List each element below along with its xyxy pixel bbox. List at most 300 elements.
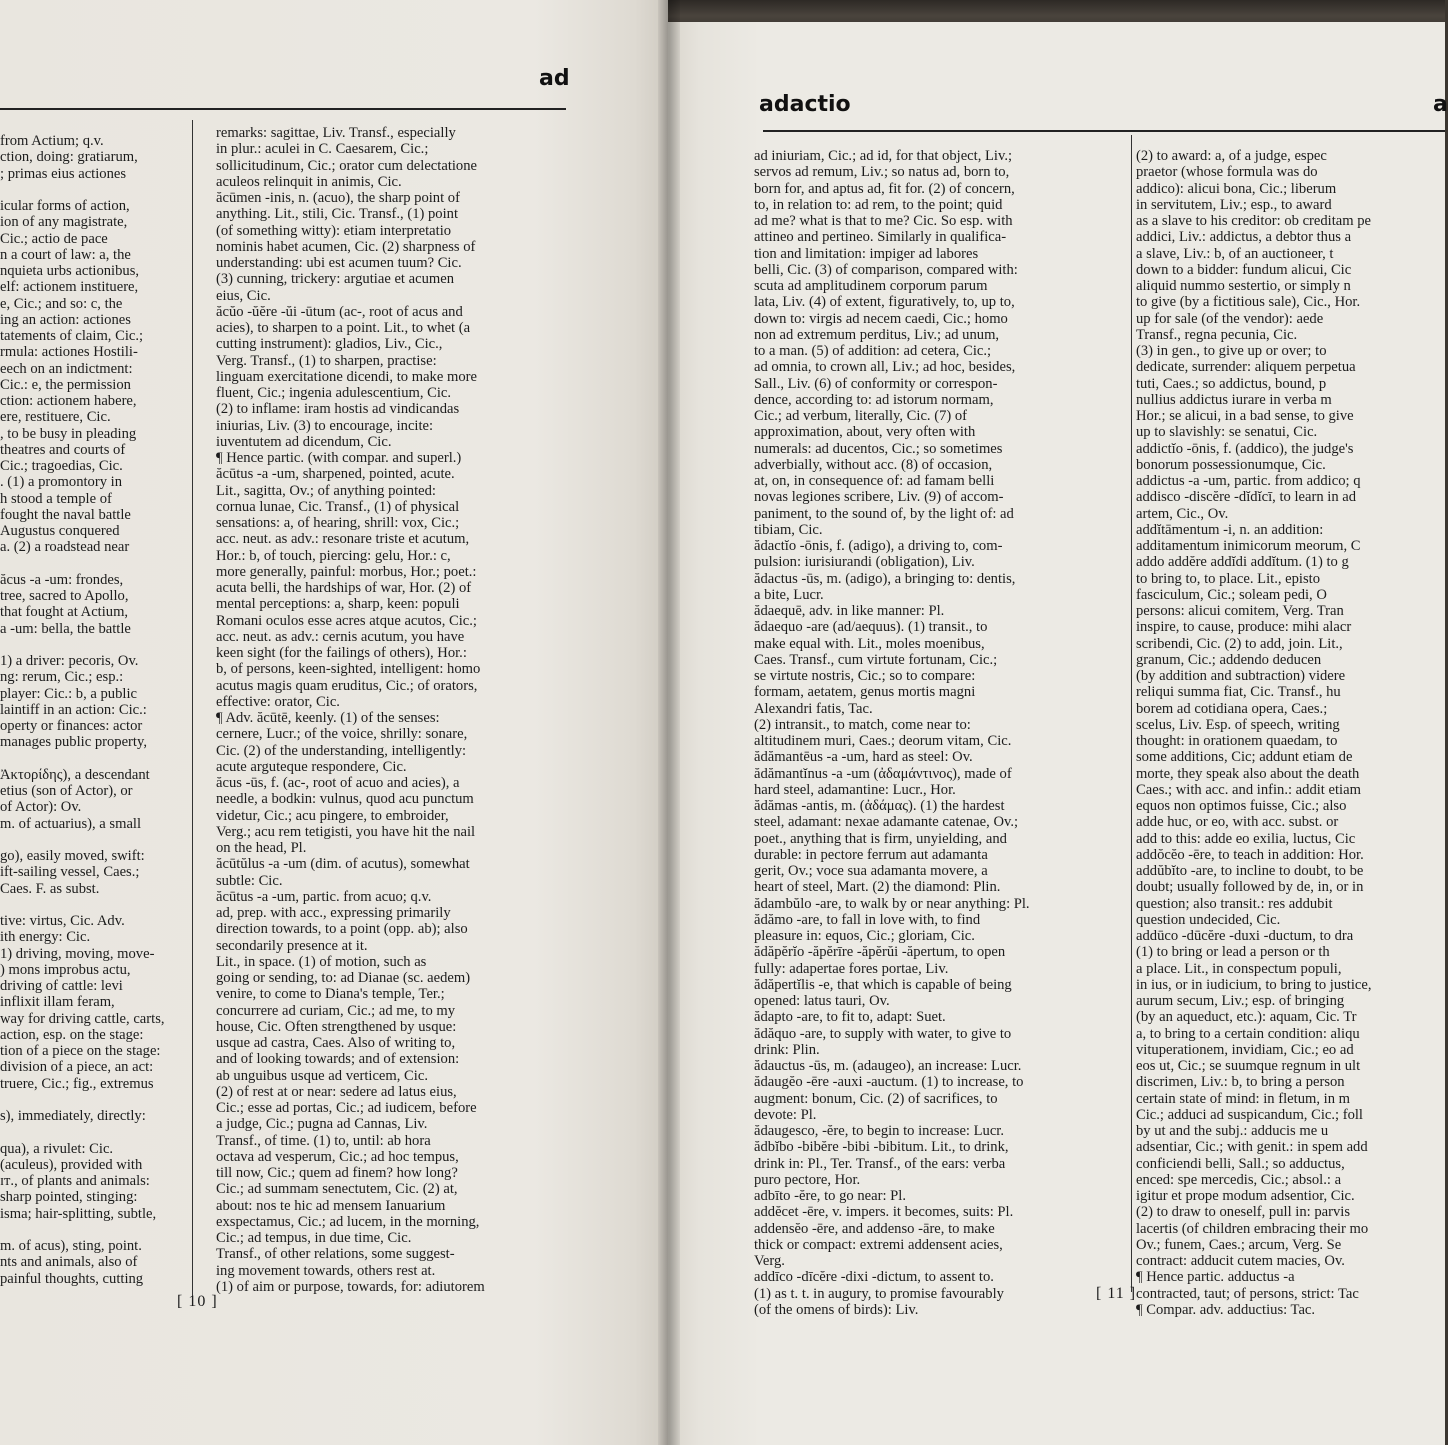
dictionary-line: iuventutem ad dicendum, Cic. [216,433,392,450]
dictionary-line: in plur.: aculei in C. Caesarem, Cic.; [216,141,429,158]
dictionary-line: qua), a rivulet: Cic. [0,1140,114,1157]
dictionary-line: opened: latus tauri, Ov. [754,993,890,1009]
dictionary-line: Cic.; ad summam senectutem, Cic. (2) at, [216,1181,458,1198]
dictionary-line: ɪᴛ., of plants and animals: [0,1173,150,1189]
dictionary-line: tive: virtus, Cic. Adv. [0,913,125,929]
dictionary-line: ad iniuriam, Cic.; ad id, for that object, Liv.; [754,148,1013,164]
dictionary-line: ădauctus -ūs, m. (adaugeo), an increase: Lucr. [754,1058,1022,1074]
dictionary-line: persons: alicui comitem, Verg. Tran [1136,603,1344,619]
dictionary-line: lata, Liv. (4) of extent, figuratively, to, up to, [754,294,1015,311]
dictionary-line: thought: in orationem quaedam, to [1136,733,1338,749]
dictionary-line: on the head, Pl. [216,840,307,856]
dictionary-line: aliquid nummo sestertio, or simply n [1136,278,1351,294]
dictionary-line: hard steel, adamantine: Lucr., Hor. [754,781,956,798]
dictionary-line: iniurias, Liv. (3) to encourage, incite: [216,417,434,434]
dictionary-line: videtur, Cic.; acu pingere, to embroider, [216,807,449,824]
dictionary-line: fully: adapertae fores portae, Liv. [754,960,949,977]
dictionary-line: ion of any magistrate, [0,214,128,231]
dictionary-line: paniment, to the sound of, by the light of: ad [754,505,1014,522]
dictionary-line: cornua lunae, Cic. Transf., (1) of physical [216,498,460,515]
dictionary-line: ift-sailing vessel, Caes.; [0,864,140,881]
dictionary-line: acc. neut. as adv.: cernis acutum, you have [216,628,465,645]
dictionary-line: granum, Cic.; addendo deducen [1136,651,1322,668]
dictionary-line: eius, Cic. [216,287,271,304]
dictionary-line: ădbĭbo -bibĕre -bibi -bibitum. Lit., to drink, [754,1139,1009,1156]
dictionary-line: nullius addictus iurare in verba m [1136,391,1332,408]
left-running-head: ad [539,66,570,91]
dictionary-line: ădaequē, adv. in like manner: Pl. [754,603,945,619]
dictionary-line: way for driving cattle, carts, [0,1010,165,1027]
dictionary-line: vituperationem, invidiam, Cic.; eo ad [1136,1041,1354,1058]
dictionary-line [0,751,184,767]
dictionary-line: ing movement towards, others rest at. [216,1262,436,1279]
right-column-1 [754,148,1111,1318]
dictionary-line: about: nos te hic ad mensem Ianuarium [216,1197,446,1214]
dictionary-line: Verg. Transf., (1) to sharpen, practise: [216,352,437,369]
dictionary-line: Cic.; ad verbum, literally, Cic. (7) of [754,408,968,424]
dictionary-line: adsentiar, Cic.; with genit.: in spem add [1136,1139,1368,1156]
dictionary-line: addictus -a -um, partic. from addico; q [1136,473,1361,489]
dictionary-line: ) mons improbus actu, [0,961,131,978]
dictionary-line: (of something witty): etiam interpretatio [216,222,452,239]
dictionary-line: ădambŭlo -are, to walk by or near anything: Pl. [754,895,1030,912]
dictionary-line: ădăquo -are, to supply with water, to give to [754,1025,1012,1042]
dictionary-line [0,832,184,848]
dictionary-line: (1) of aim or purpose, towards, for: adiutorem [216,1278,485,1295]
dictionary-line: formam, aetatem, genus mortis magni [754,684,976,701]
dictionary-line: dedicate, surrender: aliquem perpetua [1136,359,1356,376]
dictionary-line [0,556,184,572]
dictionary-line: addīco -dīcĕre -dixi -dictum, to assent to. [754,1269,994,1286]
right-column-divider [1131,135,1132,1292]
dictionary-line: ction, doing: gratiarum, [0,149,138,166]
dictionary-line: Augustus conquered [0,523,120,539]
dictionary-line: (2) of rest at or near: sedere ad latus eius, [216,1083,457,1100]
dictionary-line: driving of cattle: levi [0,978,123,994]
dictionary-line: lacertis (of children embracing their mo [1136,1220,1369,1237]
dictionary-line: tatements of claim, Cic.; [0,328,144,344]
dictionary-line: (2) to award: a, of a judge, espec [1136,148,1327,164]
dictionary-line: down to: virgis ad necem caedi, Cic.; homo [754,310,1008,327]
dictionary-line: borem ad cotidiana opera, Caes.; [1136,700,1328,717]
left-page-number: [ 10 ] [177,1293,218,1310]
dictionary-line: Caes.; with acc. and infin.: addit etiam [1136,781,1361,798]
dictionary-line: Lit., sagitta, Ov.; of anything pointed: [216,482,436,499]
dictionary-line [0,637,184,653]
dictionary-line: linguam exercitatione dicendi, to make more [216,368,477,385]
dictionary-line: keen sight (for the failings of others), Hor.: [216,645,467,661]
dictionary-line: a judge, Cic.; pugna ad Cannas, Liv. [216,1116,428,1133]
dictionary-line: ăcus -a -um: frondes, [0,571,124,588]
dictionary-line: icular forms of action, [0,198,130,214]
dictionary-line: a bite, Lucr. [754,586,824,603]
dictionary-line: praetor (whose formula was do [1136,164,1318,181]
dictionary-line: eos ut, Cic.; se suumque regnum in ult [1136,1058,1361,1074]
dictionary-line: non ad extremum perditus, Liv.; ad unum, [754,326,1000,343]
dictionary-line: certain state of mind: in fletum, in m [1136,1090,1350,1107]
dictionary-line: addisco -discĕre -dĭdĭcī, to learn in ad [1136,489,1357,506]
dictionary-line: Cic.; esse ad portas, Cic.; ad iudicem, before [216,1100,477,1116]
dictionary-line: some additions, Cic; addunt etiam de [1136,749,1353,766]
dictionary-line: pleasure in: equos, Cic.; gloriam, Cic. [754,928,975,944]
dictionary-line: fought the naval battle [0,506,131,523]
dictionary-line: up to slavishly: se senatui, Cic. [1136,424,1318,441]
dictionary-line: till now, Cic.; quem ad finem? how long? [216,1165,458,1181]
dictionary-line: enced: spe mercedis, Cic.; absol.: a [1136,1171,1342,1188]
dictionary-line: tuti, Caes.; so addictus, bound, p [1136,375,1327,392]
dictionary-line: Verg. [754,1253,785,1269]
dictionary-line: ădactĭo -ōnis, f. (adigo), a driving to, com- [754,538,1003,554]
dictionary-line: direction towards, to a point (opp. ab); also [216,921,468,938]
dictionary-line: ith energy: Cic. [0,929,91,946]
dictionary-line: octava ad vesperum, Cic.; ad hoc tempus, [216,1148,459,1165]
dictionary-line: igitur et prope modum adsentior, Cic. [1136,1188,1355,1204]
dictionary-line: Sall., Liv. (6) of conformity or correspon- [754,375,998,392]
dictionary-line: scribendi, Cic. (2) to add, join. Lit., [1136,635,1343,652]
dictionary-line: Lit., in space. (1) of motion, such as [216,953,427,970]
dictionary-line: Hor.; se alicui, in a bad sense, to give [1136,408,1354,424]
dictionary-line: 1) driving, moving, move- [0,945,155,962]
dictionary-line: ăcŭo -ŭĕre -ŭi -ūtum (ac-, root of acus and [216,303,463,320]
dictionary-line: (aculeus), provided with [0,1156,143,1173]
dictionary-line: altitudinem muri, Caes.; deorum vitam, Cic. [754,733,1012,749]
dictionary-line: secondarily presence at it. [216,937,368,954]
dictionary-line: ction: actionem habere, [0,393,137,409]
dictionary-line: nominis habet acumen, Cic. (2) sharpness of [216,238,476,255]
dictionary-line: elf: actionem instituere, [0,279,139,296]
left-header-rule [0,108,566,110]
dictionary-line: acutus magis quam eruditus, Cic.; of orators, [216,677,478,694]
dictionary-line: ădactus -ūs, m. (adigo), a bringing to: dentis, [754,570,1016,587]
dictionary-line: ădaugĕo -ēre -auxi -auctum. (1) to increase, to [754,1074,1024,1091]
dictionary-line: poet., anything that is firm, unyielding, and [754,830,1007,847]
right-page-number: [ 11 ] [1096,1285,1137,1302]
dictionary-line: steel, adamant: nexae adamante catenae, Ov.; [754,814,1019,831]
dictionary-line: sensations: a, of hearing, shrill: vox, Cic.; [216,515,460,531]
dictionary-line: heart of steel, Mart. (2) the diamond: Plin. [754,879,1001,896]
dictionary-line: Ov.; funem, Caes.; arcum, Verg. Se [1136,1236,1342,1253]
dictionary-line: fasciculum, Cic.; soleam pedi, O [1136,586,1327,603]
dictionary-line: ¶ Adv. ăcūtē, keenly. (1) of the senses: [216,710,440,726]
dictionary-line: s), immediately, directly: [0,1108,146,1124]
dictionary-line: ad omnia, to crown all, Liv.; ad hoc, besides, [754,359,1016,376]
dictionary-line: ădămantĭnus -a -um (ἀδαμάντινος), made of [754,765,1012,782]
dictionary-line: addĕcet -ēre, v. impers. it becomes, suits: Pl. [754,1204,1014,1221]
dictionary-line: theatres and courts of [0,441,126,458]
dictionary-line: acute arguteque respondere, Cic. [216,758,407,775]
dictionary-line: additamentum inimicorum meorum, C [1136,538,1361,554]
dictionary-line: more generally, painful: morbus, Hor.; poet.: [216,563,477,580]
dictionary-line: ădămas -antis, m. (ἀδάμας). (1) the hardest [754,798,1005,814]
dictionary-line: Cic.; actio de pace [0,230,108,247]
dictionary-line: durable: in pectore ferrum aut adamanta [754,846,988,863]
dictionary-line: cutting instrument): gladios, Liv., Cic., [216,336,443,353]
dictionary-line: attineo and pertineo. Similarly in qualifica- [754,229,1007,246]
dictionary-line: question undecided, Cic. [1136,911,1281,928]
dictionary-line: house, Cic. Often strengthened by usque: [216,1018,457,1035]
dictionary-line: that fought at Actium, [0,604,129,621]
dictionary-line: ng: rerum, Cic.; esp.: [0,669,124,686]
dictionary-line: Ἀκτορίδης), a descendant [0,766,150,783]
dictionary-line: n a court of law: a, the [0,246,131,263]
dictionary-line: tion of a piece on the stage: [0,1043,161,1059]
dictionary-line: numerals: ad ducentos, Cic.; so sometimes [754,440,1003,457]
dictionary-line: addĭtāmentum -i, n. an addition: [1136,521,1324,538]
dictionary-line: up for sale (of the vendor): aede [1136,310,1324,327]
right-page [668,22,1448,1445]
dictionary-line: adde huc, or eo, with acc. subst. or [1136,814,1339,831]
dictionary-line: (3) cunning, trickery: argutiae et acumen [216,271,454,288]
dictionary-line: Caes. Transf., cum virtute fortunam, Cic.; [754,651,998,668]
dictionary-line: exspectamus, Cic.; ad lucem, in the morning, [216,1213,480,1230]
dictionary-line: 1) a driver: pecoris, Ov. [0,653,139,669]
dictionary-line: (1) as t. t. in augury, to promise favourably [754,1285,1004,1302]
dictionary-line: discrimen, Liv.: b, to bring a person [1136,1074,1345,1091]
left-column-2 [216,125,566,1295]
dictionary-line: augment: bonum, Cic. (2) of sacrifices, to [754,1090,998,1107]
dictionary-line: Transf., of other relations, some suggest- [216,1246,455,1263]
dictionary-line: effective: orator, Cic. [216,693,340,710]
dictionary-line: , to be busy in pleading [0,425,137,442]
dictionary-line: nts and animals, also of [0,1254,138,1271]
dictionary-line: Cic.; ad tempus, in due time, Cic. [216,1230,412,1246]
dictionary-line: aurum secum, Liv.; esp. of bringing [1136,993,1345,1009]
dictionary-line: Transf., regna pecunia, Cic. [1136,326,1298,343]
dictionary-line: ădaequo -are (ad/aequus). (1) transit., to [754,619,988,636]
dictionary-line: cernere, Lucr.; of the voice, shrilly: sonare, [216,726,468,743]
dictionary-line: to, in relation to: ad rem, to the point; quid [754,196,1003,213]
dictionary-line: sollicitudinum, Cic.; orator cum delectatione [216,157,477,174]
right-header-rule [763,130,1445,132]
dictionary-line: from Actium; q.v. [0,133,104,149]
dictionary-line: ăcus -ūs, f. (ac-, root of acuo and acies), a [216,775,460,791]
dictionary-line: adverbially, without acc. (8) of occasion, [754,456,993,473]
dictionary-line: rmula: actiones Hostili- [0,344,138,361]
dictionary-line: ădămantēus -a -um, hard as steel: Ov. [754,749,973,766]
dictionary-line: ădămo -are, to fall in love with, to find [754,911,981,928]
dictionary-line: reliqui summa fiat, Cic. Transf., hu [1136,684,1341,701]
dictionary-line: mental perceptions: a, sharp, keen: populi [216,596,460,613]
dictionary-line: ere, restituere, Cic. [0,409,111,426]
dictionary-line: Cic.: e, the permission [0,376,131,393]
dictionary-line: ¶ Hence partic. (with compar. and superl.) [216,450,462,466]
dictionary-line: player: Cic.: b, a public [0,685,137,702]
dictionary-line: addŏcĕo -ēre, to teach in addition: Hor. [1136,846,1364,863]
dictionary-line: go), easily moved, swift: [0,848,145,864]
dictionary-line: approximation, about, very often with [754,424,976,441]
dictionary-line: ăcūmen -inis, n. (acuo), the sharp point of [216,190,460,206]
dictionary-line: adbīto -ĕre, to go near: Pl. [754,1188,906,1204]
dictionary-line: scuta ad amplitudinem corporum parum [754,278,988,294]
dictionary-line: inspire, to cause, produce: mihi alacr [1136,619,1352,636]
dictionary-line: Alexandri fatis, Tac. [754,700,873,717]
dictionary-line: and of looking towards; and of extension: [216,1051,460,1068]
dictionary-line: addo addĕre addĭdi addĭtum. (1) to g [1136,554,1349,571]
dictionary-line: equos non optimos fuisse, Cic.; also [1136,798,1347,814]
dictionary-line: thick or compact: extremi addensent acies, [754,1236,1003,1253]
dictionary-line: eech on an indictment: [0,360,133,377]
dictionary-line: puro pectore, Hor. [754,1171,861,1188]
dictionary-line: se virtute nostris, Cic.; so to compare: [754,668,976,684]
dictionary-line: addensĕo -ēre, and addenso -āre, to make [754,1220,995,1237]
dictionary-line: going or sending, to: ad Dianae (sc. aedem) [216,970,471,986]
dictionary-line: ing an action: actiones [0,311,131,328]
dictionary-line: conficiendi belli, Sall.; so adductus, [1136,1155,1345,1172]
dictionary-line: (by an aqueduct, etc.): aquam, Cic. Tr [1136,1009,1357,1026]
dictionary-line: gerit, Ov.; voce sua adamanta movere, a [754,863,988,879]
dictionary-line: ăcūtŭlus -a -um (dim. of acutus), somewhat [216,856,470,873]
dictionary-line: Transf., of time. (1) to, until: ab hora [216,1132,431,1149]
dictionary-line: as a slave to his creditor: ob creditam pe [1136,213,1372,229]
dictionary-line: Romani oculos esse acres atque acutos, Cic.; [216,612,477,629]
dictionary-line: Cic.; adduci ad suspicandum, Cic.; foll [1136,1106,1363,1123]
dictionary-line: born for, and aptus ad, fit for. (2) of concern, [754,180,1015,197]
dictionary-line: a. (2) a roadstead near [0,539,130,556]
dictionary-line: down to a bidder: fundum alicui, Cic [1136,261,1352,278]
dictionary-line: acc. neut. as adv.: resonare triste et acutum, [216,531,470,548]
dictionary-line: aculeos relinquit in animis, Cic. [216,173,402,190]
dictionary-line: a place. Lit., in conspectum populi, [1136,960,1342,977]
dictionary-line: understanding: ubi est acumen tuum? Cic. [216,255,462,271]
dictionary-line: novas legiones scribere, Liv. (9) of accom- [754,489,1004,506]
dictionary-line [0,1124,184,1140]
dictionary-line: scelus, Liv. Esp. of speech, writing [1136,716,1340,733]
dictionary-line: fluent, Cic.; ingenia adulescentium, Cic. [216,385,452,401]
dictionary-line: ¶ Compar. adv. adductius: Tac. [1136,1301,1316,1318]
dictionary-line: etius (son of Actor), or [0,783,133,799]
dictionary-line: tibiam, Cic. [754,521,823,538]
dictionary-line: ădăpertĭlis -e, that which is capable of being [754,976,1012,993]
dictionary-line: acies), to sharpen to a point. Lit., to whet (a [216,320,471,336]
dictionary-line: addūco -dūcĕre -duxi -ductum, to dra [1136,928,1354,944]
dictionary-line: question; also transit.: res addubit [1136,895,1333,912]
dictionary-line: Caes. F. as subst. [0,880,100,897]
dictionary-line: doubt; usually followed by de, in, or in [1136,879,1364,896]
dictionary-line [0,1092,184,1108]
dictionary-line: to bring to, to place. Lit., episto [1136,570,1321,587]
dictionary-line: (of the omens of birds): Liv. [754,1301,919,1318]
dictionary-line: h stood a temple of [0,490,112,507]
dictionary-line: anything. Lit., stili, Cic. Transf., (1) point [216,206,459,223]
dictionary-line: ădaugesco, -ĕre, to begin to increase: Lucr. [754,1123,1005,1139]
dictionary-line: make equal with. Lit., moles moenibus, [754,635,985,652]
dictionary-line: bonorum possessionumque, Cic. [1136,456,1326,473]
dictionary-line: morte, they speak also about the death [1136,765,1360,782]
dictionary-line: (3) in gen., to give up or over; to [1136,343,1327,359]
dictionary-line: a -um: bella, the battle [0,620,131,637]
left-column-1 [0,133,184,1293]
dictionary-line: to give (by a fictitious sale), Cic., Hor. [1136,294,1361,311]
dictionary-line: to a man. (5) of addition: ad cetera, Cic.; [754,343,992,359]
dictionary-line: Cic. (2) of the understanding, intelligently: [216,742,467,759]
dictionary-line: addico): alicui bona, Cic.; liberum [1136,180,1337,197]
dictionary-line: (2) intransit., to match, come near to: [754,716,971,733]
dictionary-line: ădăpĕrĭo -ăpĕrīre -ăpĕrŭi -ăpertum, to open [754,944,1006,961]
dictionary-line: dence, according to: ad istorum normam, [754,391,994,408]
dictionary-line: in ius, or in iudicium, to bring to justice, [1136,976,1372,993]
dictionary-line: drink: Plin. [754,1041,820,1058]
dictionary-line: isma; hair-splitting, subtle, [0,1205,157,1222]
dictionary-line: ad me? what is that to me? Cic. So esp. with [754,213,1013,229]
dictionary-line: nquieta urbs actionibus, [0,263,140,279]
right-running-head-continued: a [1433,92,1448,117]
dictionary-line: b, of persons, keen-sighted, intelligent: homo [216,661,481,678]
dictionary-line: inflixit illam feram, [0,994,115,1011]
dictionary-line: manages public property, [0,734,147,751]
dictionary-line: remarks: sagittae, Liv. Transf., especially [216,125,456,141]
dictionary-line: usque ad castra, Caes. Also of writing to, [216,1035,456,1051]
dictionary-line: in servitutem, Liv.; esp., to award [1136,196,1332,213]
dictionary-line: pulsion: iurisiurandi (obligation), Liv. [754,554,975,571]
dictionary-line: by ut and the subj.: adducis me u [1136,1123,1329,1139]
dictionary-line: ¶ Hence partic. adductus -a [1136,1269,1295,1286]
dictionary-line [0,1222,184,1238]
dictionary-line: painful thoughts, cutting [0,1270,144,1287]
dictionary-line: Verg.; acu rem tetigisti, you have hit the nail [216,823,476,840]
dictionary-line: contract: adducit cutem macies, Ov. [1136,1253,1345,1269]
dictionary-line: Cic.; tragoedias, Cic. [0,458,123,474]
dictionary-line: truere, Cic.; fig., extremus [0,1075,154,1092]
dictionary-line: addŭbĭto -are, to incline to doubt, to be [1136,863,1364,879]
dictionary-line: acuta belli, the hardships of war, Hor. (2) of [216,580,472,596]
left-column-divider [192,120,193,1300]
dictionary-line: tion and limitation: impiger ad labores [754,245,979,262]
dictionary-line [0,897,184,913]
dictionary-line: addictĭo -ōnis, f. (addico), the judge's [1136,440,1354,457]
book-gutter-shadow [658,0,680,1445]
dictionary-line: (2) to inflame: iram hostis ad vindicandas [216,401,460,418]
dictionary-line: (by addition and subtraction) videre [1136,668,1346,684]
right-running-head: adactio [759,92,851,117]
dictionary-line: m. of actuarius), a small [0,815,142,832]
dictionary-line: Hor.: b, of touch, piercing: gelu, Hor.: c, [216,547,451,564]
dictionary-line: ad, prep. with acc., expressing primarily [216,905,451,921]
dictionary-line: ab unguibus usque ad verticem, Cic. [216,1067,428,1084]
dictionary-line: drink in: Pl., Ter. Transf., of the ears: verba [754,1155,1006,1172]
dictionary-line: a, to bring to a certain condition: aliqu [1136,1025,1360,1042]
dictionary-line: tree, sacred to Apollo, [0,588,129,604]
dictionary-line: at, on, in consequence of: ad famam belli [754,473,995,489]
dictionary-line: action, esp. on the stage: [0,1026,144,1043]
left-page [0,0,668,1445]
dictionary-line: needle, a bodkin: vulnus, quod acu punctum [216,791,474,808]
dictionary-line: servos ad remum, Liv.; so natus ad, born to, [754,164,1010,181]
dictionary-line: division of a piece, an act: [0,1059,154,1076]
dictionary-line: ădapto -are, to fit to, adapt: Suet. [754,1009,946,1026]
dictionary-line: laintiff in an action: Cic.: [0,701,147,718]
dictionary-line: (1) to bring or lead a person or th [1136,944,1330,961]
dictionary-line: devote: Pl. [754,1106,817,1123]
dictionary-line: (2) to draw to oneself, pull in: parvis [1136,1204,1350,1221]
dictionary-line: e, Cic.; and so: c, the [0,295,123,312]
dictionary-line: m. of acus), sting, point. [0,1238,142,1254]
dictionary-line: subtle: Cic. [216,872,283,889]
dictionary-line: addici, Liv.: addictus, a debtor thus a [1136,229,1352,246]
dictionary-line [0,182,184,198]
dictionary-line: contracted, taut; of persons, strict: Tac [1136,1285,1359,1302]
dictionary-line: belli, Cic. (3) of comparison, compared with: [754,261,1018,278]
dictionary-line: ăcūtus -a -um, partic. from acuo; q.v. [216,888,432,905]
dictionary-line: ; primas eius actiones [0,165,127,182]
dictionary-line: operty or finances: actor [0,718,143,734]
right-column-2 [1136,148,1445,1318]
dictionary-line: . (1) a promontory in [0,474,122,491]
dictionary-line: add to this: adde eo exilia, luctus, Cic [1136,830,1356,847]
dictionary-line: concurrere ad curiam, Cic.; ad me, to my [216,1002,456,1019]
dictionary-line: of Actor): Ov. [0,799,82,816]
dictionary-line: sharp pointed, stinging: [0,1189,138,1206]
dictionary-line: venire, to come to Diana's temple, Ter.; [216,986,445,1003]
